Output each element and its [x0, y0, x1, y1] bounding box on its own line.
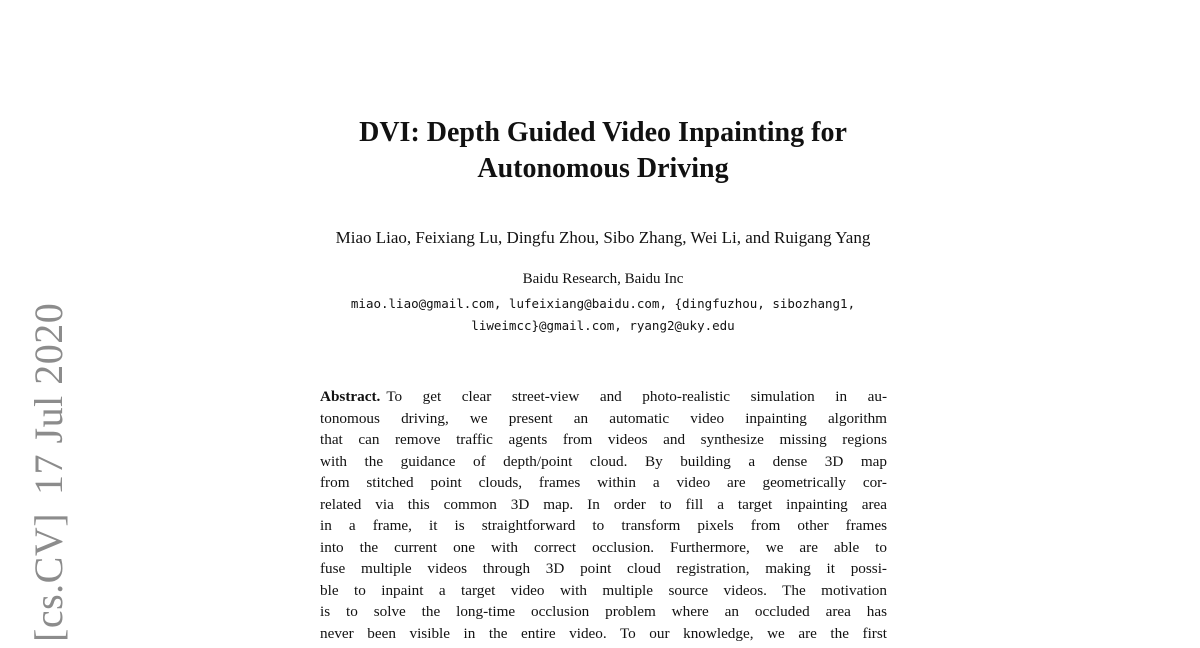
- abstract-line: never been visible in the entire video. To our knowledge, we are the first: [320, 624, 887, 642]
- author-emails: [240, 293, 966, 337]
- abstract-heading: Abstract.: [320, 388, 381, 405]
- paper-title: [240, 115, 966, 187]
- abstract-line: ble to inpaint a target video with multiple source videos. The motivation: [320, 581, 887, 599]
- abstract: [320, 386, 887, 644]
- email-line-2: liweimcc}@gmail.com, ryang2@uky.edu: [471, 318, 735, 333]
- abstract-line: fuse multiple videos through 3D point cloud registration, making it possi-: [320, 560, 887, 577]
- abstract-line: related via this common 3D map. In order to fill a target inpainting area: [320, 495, 887, 513]
- abstract-line: from stitched point clouds, frames within a video are geometrically cor-: [320, 474, 887, 491]
- paper-title-line-2: Autonomous Driving: [477, 153, 729, 184]
- email-line-1: miao.liao@gmail.com, lufeixiang@baidu.com, {dingfuzhou, sibozhang1,: [350, 296, 856, 311]
- author-list: Miao Liao, Feixiang Lu, Dingfu Zhou, Sibo Zhang, Wei Li, and Ruigang Yang: [335, 228, 871, 247]
- arxiv-date: 17 Jul 2020: [25, 302, 71, 495]
- abstract-line: with the guidance of depth/point cloud. By building a dense 3D map: [320, 452, 887, 470]
- affiliation: Baidu Research, Baidu Inc: [522, 271, 684, 287]
- abstract-line: in a frame, it is straightforward to transform pixels from other frames: [320, 517, 887, 534]
- abstract-line: Abstract. To get clear street-view and photo-realistic simulation in au-: [320, 388, 887, 405]
- abstract-line: is to solve the long-time occlusion problem where an occluded area has: [320, 603, 887, 620]
- abstract-line: into the current one with correct occlusion. Furthermore, we are able to: [320, 538, 887, 556]
- abstract-line: tonomous driving, we present an automatic video inpainting algorithm: [320, 409, 887, 427]
- abstract-line: that can remove traffic agents from videos and synthesize missing regions: [320, 431, 887, 448]
- paper-title-line-1: DVI: Depth Guided Video Inpainting for: [359, 117, 847, 148]
- arxiv-category: [cs.CV]: [25, 512, 71, 642]
- arxiv-identifier-stamp: [18, 302, 78, 648]
